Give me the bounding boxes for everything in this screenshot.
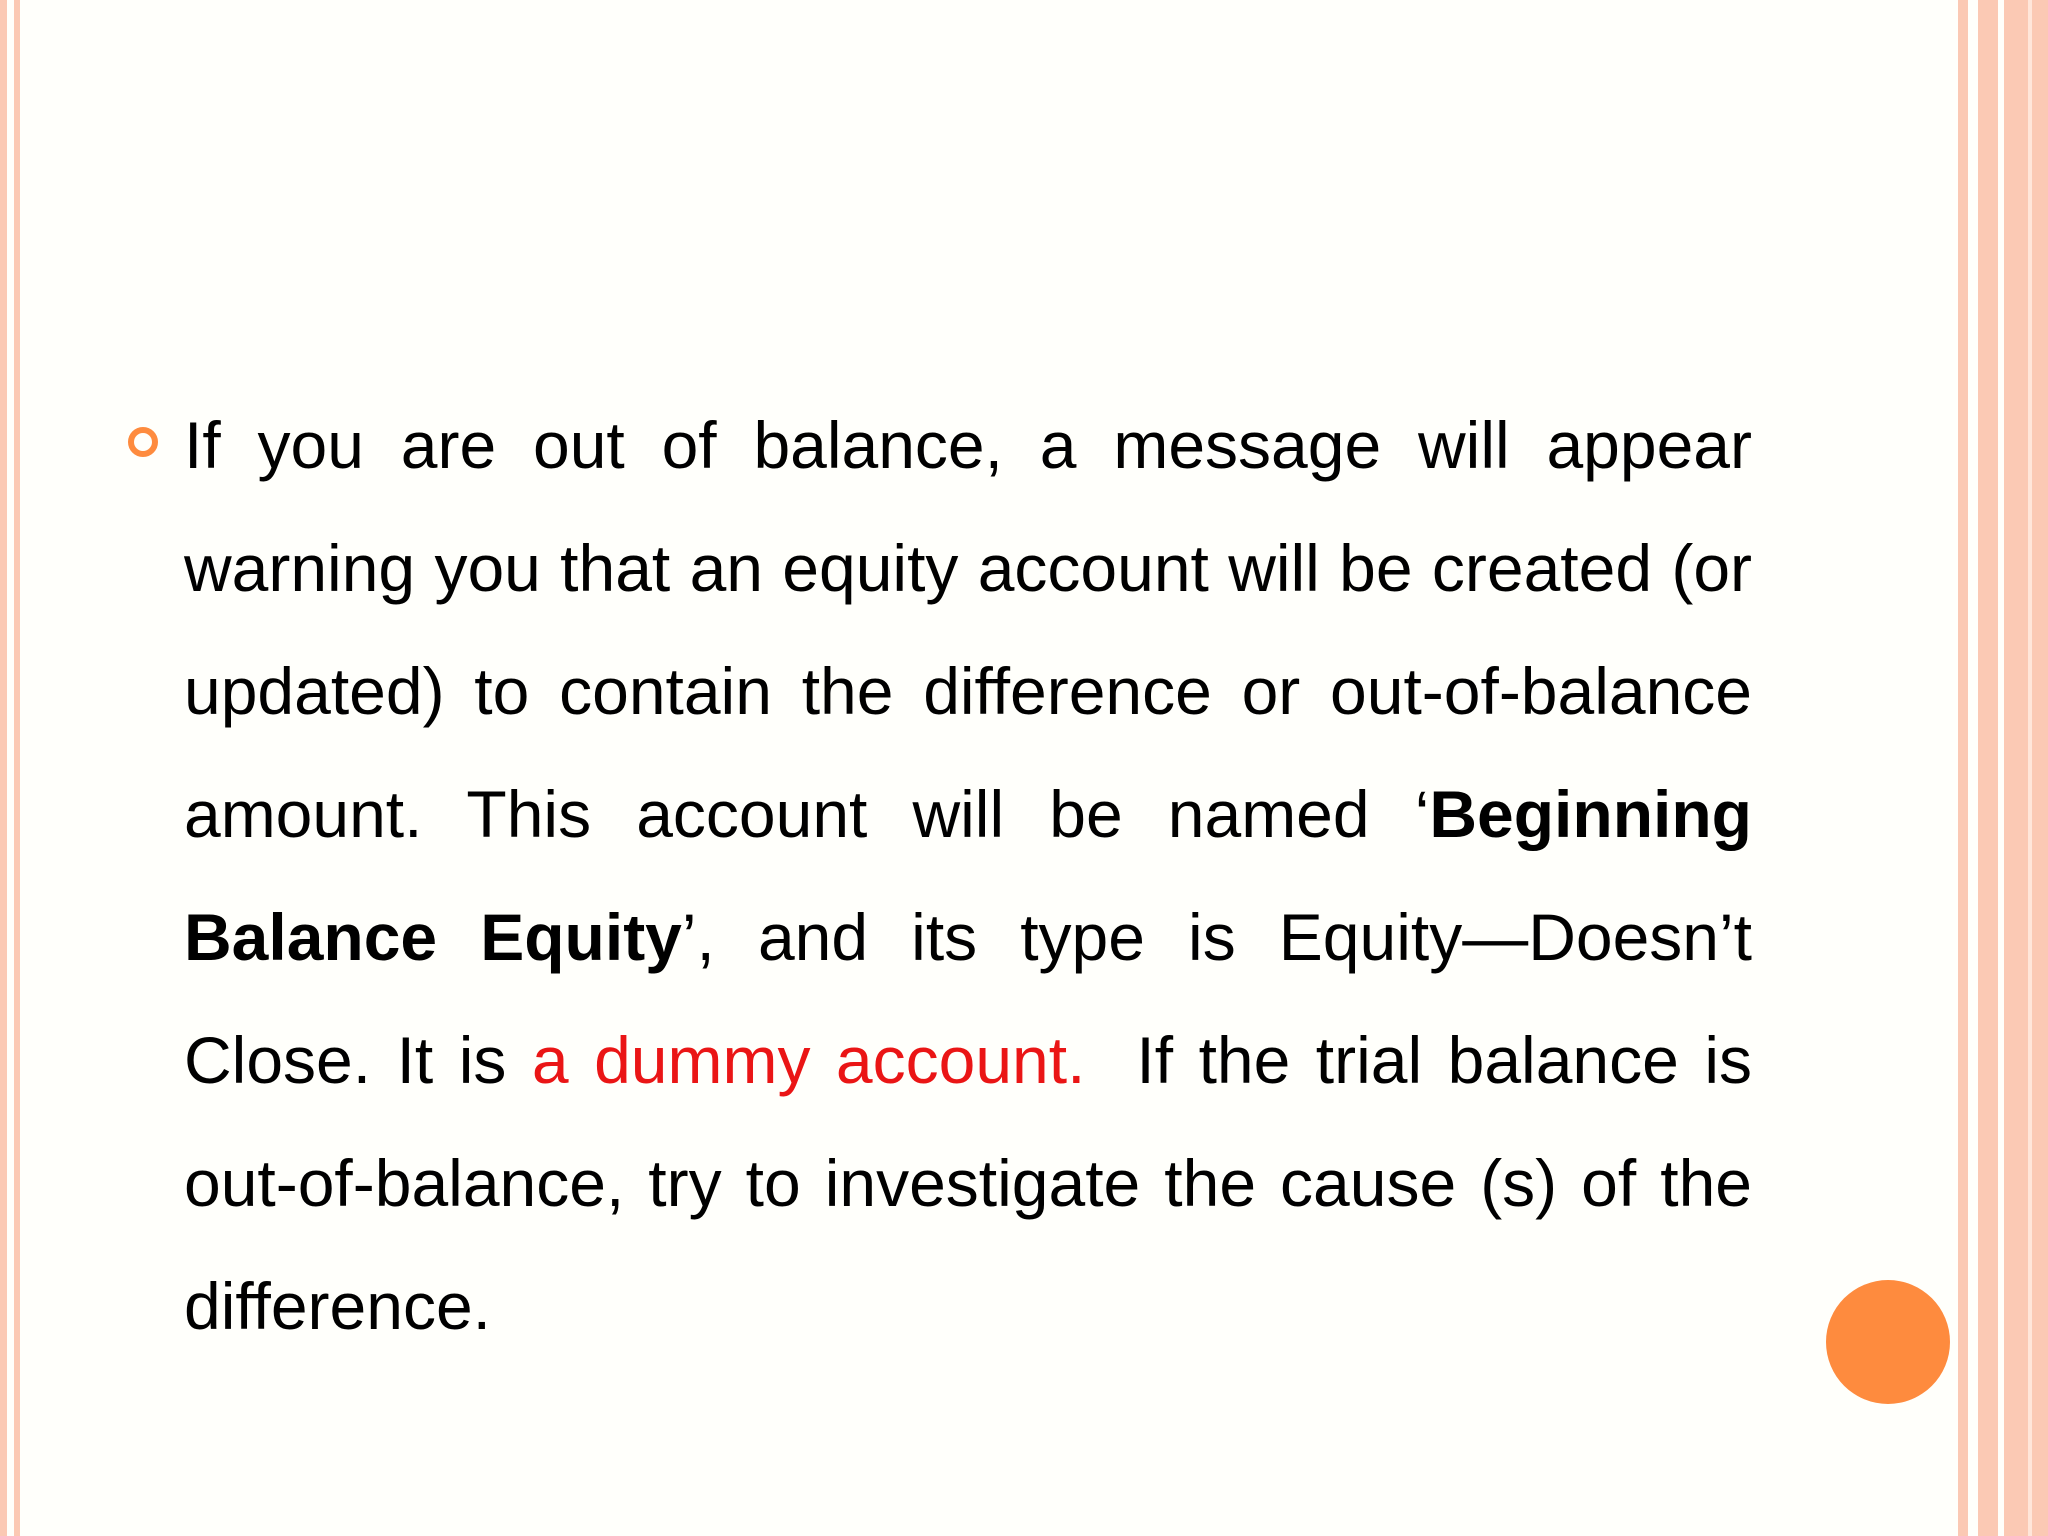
left-border-stripe-inner: [14, 0, 20, 1536]
right-border-stripe-highlight: [2028, 0, 2032, 1536]
paragraph-text-part3: If the trial balance is out-of-balance, try to investigate the cause (s) of the difference.: [184, 1023, 1771, 1343]
right-border-stripe-thin: [1958, 0, 1968, 1536]
right-border-stripe-medium: [1978, 0, 1998, 1536]
orange-circle-icon: [1826, 1280, 1950, 1404]
paragraph-bold-term: Beginning Balance Equity: [184, 777, 1752, 974]
right-border-stripe-wide: [2004, 0, 2048, 1536]
orange-ring-bullet-icon: [128, 427, 158, 457]
left-border-stripe: [0, 0, 7, 1536]
paragraph-text-part1: If you are out of balance, a message will appear warning you that an equity account will be created (or updated) to contain the difference or out-of-balance amount. This account will be named ‘: [184, 408, 1752, 851]
body-paragraph: [184, 384, 1771, 1368]
paragraph-text-part2: ’, and its type is Equity—Doesn’t Close. It is: [184, 900, 1752, 1097]
paragraph-red-highlight: a dummy account.: [531, 1023, 1086, 1097]
